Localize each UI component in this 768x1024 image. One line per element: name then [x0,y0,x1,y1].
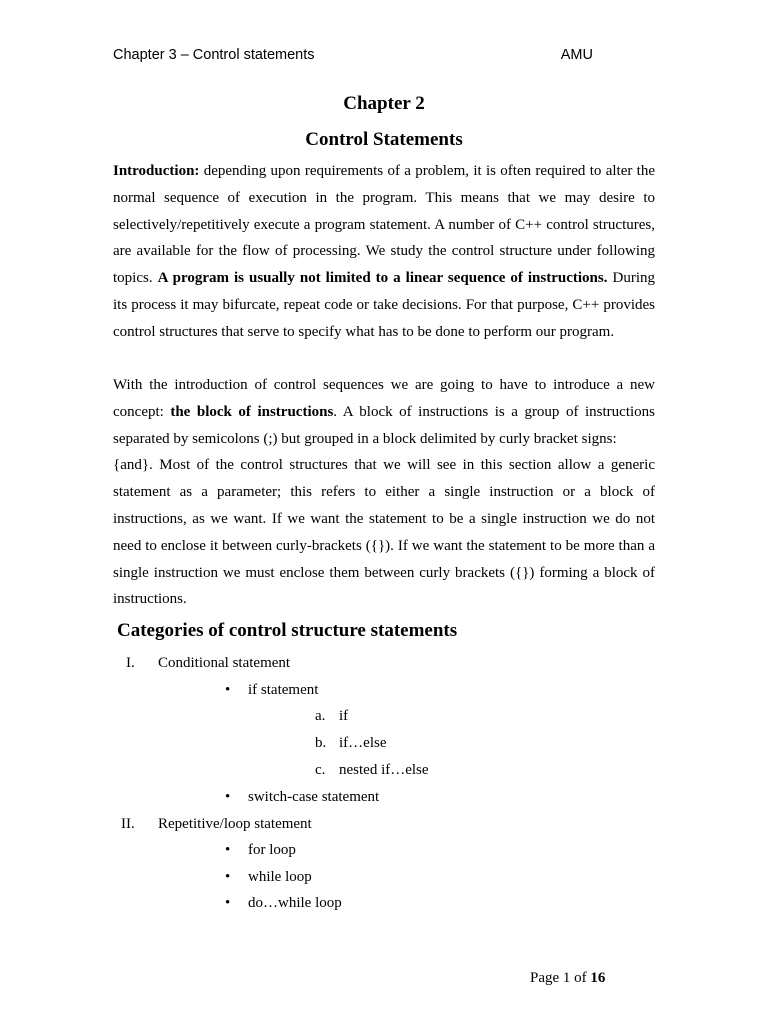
intro-line-4: are available for the flow of processing. We study the control structure under following [113,243,655,260]
block-line-7: need to enclose it between curly-brackets ({}). If we want the statement to be more than a [113,537,655,554]
block-line-2-c: . A block of instructions is a group of instructions [333,403,655,420]
intro-line-1 [113,158,655,185]
page-header [113,44,593,66]
list-marker-b: b. [315,735,327,751]
page-number [530,968,605,988]
introduction-paragraph [113,158,655,346]
bullet-icon: • [225,869,231,885]
page-number-total: 16 [590,970,606,986]
intro-line-1-text: depending upon requirements of a problem, it is often required to alter the [199,163,655,179]
intro-label: Introduction: [113,163,200,179]
list-marker-i: I. [126,655,135,671]
list-marker-c: c. [315,762,326,778]
list-item-if-else: if…else [339,735,387,751]
page-number-of: of [570,970,591,986]
intro-line-6: its process it may bifurcate, repeat code or take decisions. For that purpose, C++ provides [113,296,655,313]
block-line-6: instructions, as we want. If we want the statement to be a single instruction we do not [113,510,655,527]
bullet-icon: • [225,789,231,805]
block-line-3: separated by semicolons (;) but grouped in a block delimited by curly bracket signs: [113,430,617,447]
block-line-9: instructions. [113,591,187,608]
page-number-current: 1 [562,970,571,986]
list-item-conditional: Conditional statement [158,655,291,671]
bullet-icon: • [225,682,231,698]
block-line-4: {and}. Most of the control structures that we will see in this section allow a generic [113,457,655,474]
block-line-5: statement as a parameter; this refers to either a single instruction or a block of [113,484,655,501]
header-institution: AMU [560,47,593,63]
block-paragraph [113,372,655,613]
chapter-heading: Chapter 2 [343,93,425,114]
list-item-for-loop: for loop [248,842,296,858]
page-number-prefix: Page [530,970,563,986]
list-marker-ii: II. [121,816,135,832]
intro-line-5-c: During [607,270,655,287]
list-item-if-statement: if statement [248,682,319,698]
list-item-if: if [339,708,349,724]
bullet-icon: • [225,895,231,911]
intro-bold-statement: A program is usually not limited to a linear sequence of instructions. [157,270,608,287]
block-line-2-a: concept: [113,403,171,420]
intro-line-7: control structures that serve to specify what has to be done to perform our program. [113,323,615,340]
intro-line-3: selectively/repetitively execute a program statement. A number of C++ control structures, [113,216,655,233]
list-item-repetitive: Repetitive/loop statement [158,816,312,832]
intro-line-5-a: topics. [113,270,158,287]
section-heading: Categories of control structure statements [117,620,458,641]
intro-line-2: normal sequence of execution in the program. This means that we may desire to [113,189,655,206]
list-item-nested-if-else: nested if…else [339,762,429,778]
list-item-do-while-loop: do…while loop [248,895,342,911]
block-line-2 [113,399,655,426]
chapter-subject-heading: Control Statements [305,129,463,150]
list-item-while-loop: while loop [248,869,312,885]
block-line-1: With the introduction of control sequences we are going to have to introduce a new [113,377,655,393]
intro-line-5 [113,265,655,292]
block-line-8: single instruction we must enclose them between curly brackets ({}) forming a block of [113,564,655,581]
header-chapter-title: Chapter 3 – Control statements [113,47,315,63]
list-item-switch-case: switch-case statement [248,789,380,805]
block-bold-term: the block of instructions [170,403,334,420]
list-marker-a: a. [315,708,326,724]
bullet-icon: • [225,842,231,858]
